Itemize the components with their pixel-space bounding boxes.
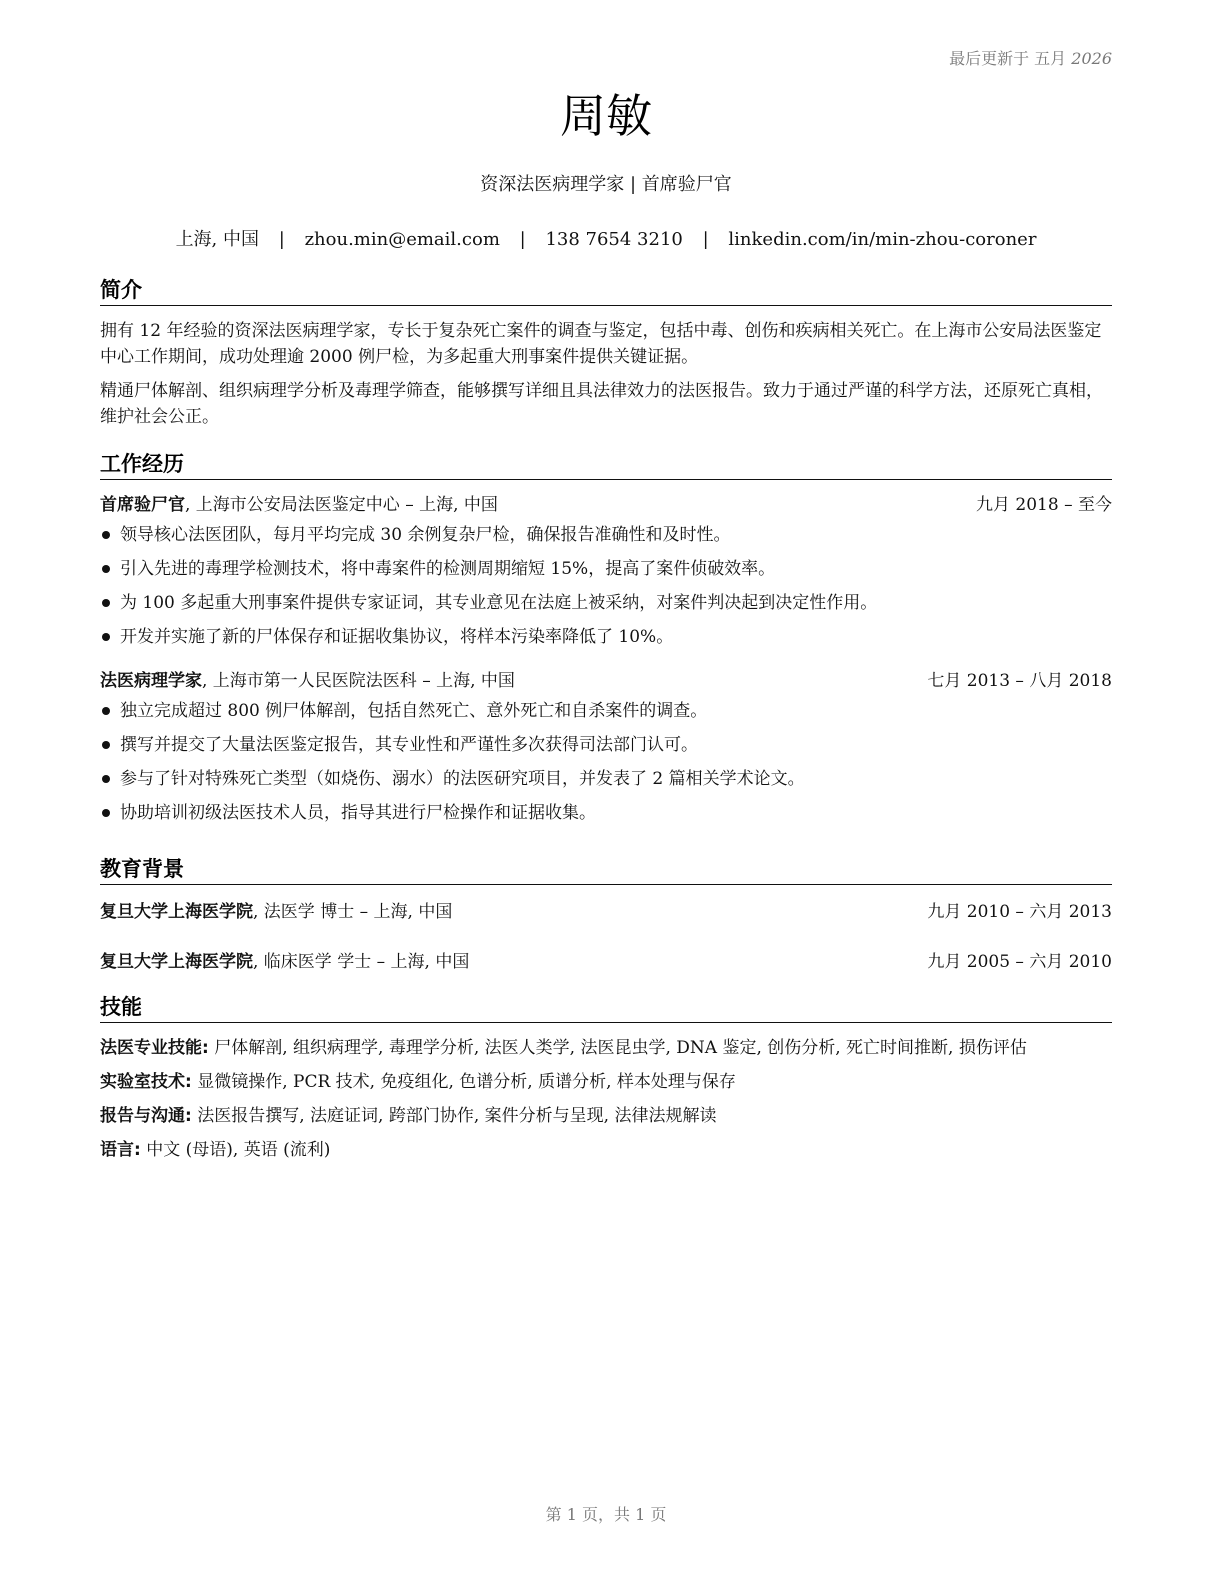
education-title-line	[100, 949, 469, 975]
bullet-text: 开发并实施了新的尸体保存和证据收集协议，将样本污染率降低了 10%。	[120, 627, 674, 647]
education-title-line	[100, 899, 452, 925]
last-updated-label: 最后更新于 五月	[949, 49, 1067, 68]
candidate-name: 周敏	[560, 89, 652, 143]
bullet-icon	[102, 741, 110, 749]
skill-value: 显微镜操作, PCR 技术, 免疫组化, 色谱分析, 质谱分析, 样本处理与保存	[191, 1072, 736, 1092]
skill-value: 尸体解剖, 组织病理学, 毒理学分析, 法医人类学, 法医昆虫学, DNA 鉴定, 创伤分析, 死亡时间推断, 损伤评估	[208, 1038, 1027, 1058]
list-item	[100, 694, 1112, 728]
last-updated-year: 2026	[1071, 49, 1112, 68]
contact-linkedin[interactable]: linkedin.com/in/min-zhou-coroner	[728, 229, 1037, 250]
job-bullets	[100, 518, 1112, 654]
education-school: 复旦大学上海医学院	[100, 902, 253, 922]
contact-phone: 138 7654 3210	[545, 229, 683, 250]
last-updated	[949, 46, 1112, 69]
skill-label: 语言:	[100, 1140, 141, 1160]
education-detail: , 临床医学 学士 – 上海, 中国	[253, 952, 470, 972]
bullet-text: 为 100 多起重大刑事案件提供专家证词，其专业意见在法庭上被采纳，对案件判决起到决定性作用。	[120, 593, 878, 613]
bullet-icon	[102, 809, 110, 817]
skill-line	[100, 1137, 1112, 1163]
bullet-icon	[102, 599, 110, 607]
job-bullets	[100, 694, 1112, 830]
job-org: , 上海市公安局法医鉴定中心 – 上海, 中国	[185, 495, 498, 515]
list-item	[100, 796, 1112, 830]
education-section	[100, 856, 1112, 975]
skill-label: 法医专业技能:	[100, 1038, 209, 1058]
education-entry	[100, 949, 1112, 975]
experience-section	[100, 451, 1112, 830]
job-title-line	[100, 668, 515, 694]
job-role: 法医病理学家	[100, 671, 202, 691]
experience-heading: 工作经历	[100, 451, 1112, 480]
skill-value: 中文 (母语), 英语 (流利)	[140, 1140, 331, 1160]
bullet-text: 撰写并提交了大量法医鉴定报告，其专业性和严谨性多次获得司法部门认可。	[120, 735, 698, 755]
contact-separator: |	[519, 229, 526, 250]
job-entry	[100, 668, 1112, 830]
contact-separator: |	[702, 229, 709, 250]
list-item	[100, 518, 1112, 552]
job-title-line	[100, 492, 498, 518]
bullet-icon	[102, 531, 110, 539]
job-header	[100, 492, 1112, 518]
summary-heading: 简介	[100, 277, 1112, 306]
candidate-title: 资深法医病理学家 | 首席验尸官	[480, 174, 732, 195]
contact-email[interactable]: zhou.min@email.com	[304, 229, 500, 250]
skills-heading: 技能	[100, 994, 1112, 1023]
education-dates: 九月 2010 – 六月 2013	[927, 902, 1112, 922]
list-item	[100, 762, 1112, 796]
bullet-text: 引入先进的毒理学检测技术，将中毒案件的检测周期缩短 15%，提高了案件侦破效率。	[120, 559, 776, 579]
education-heading: 教育背景	[100, 856, 1112, 885]
skill-label: 实验室技术:	[100, 1072, 192, 1092]
job-header	[100, 668, 1112, 694]
contact-location: 上海, 中国	[175, 229, 260, 250]
skill-line	[100, 1103, 1112, 1129]
education-entry	[100, 899, 1112, 925]
education-dates: 九月 2005 – 六月 2010	[927, 952, 1112, 972]
bullet-icon	[102, 707, 110, 715]
bullet-icon	[102, 633, 110, 641]
skills-section	[100, 994, 1112, 1163]
job-org: , 上海市第一人民医院法医科 – 上海, 中国	[202, 671, 515, 691]
skill-value: 法医报告撰写, 法庭证词, 跨部门协作, 案件分析与呈现, 法律法规解读	[191, 1106, 717, 1126]
education-school: 复旦大学上海医学院	[100, 952, 253, 972]
contact-line	[100, 225, 1112, 251]
bullet-icon	[102, 775, 110, 783]
job-dates: 七月 2013 – 八月 2018	[927, 671, 1112, 691]
page-number: 第 1 页，共 1 页	[545, 1505, 667, 1524]
job-role: 首席验尸官	[100, 495, 185, 515]
bullet-text: 领导核心法医团队，每月平均完成 30 余例复杂尸检，确保报告准确性和及时性。	[120, 525, 731, 545]
bullet-text: 独立完成超过 800 例尸体解剖，包括自然死亡、意外死亡和自杀案件的调查。	[120, 701, 708, 721]
list-item	[100, 552, 1112, 586]
list-item	[100, 728, 1112, 762]
skill-line	[100, 1035, 1112, 1061]
list-item	[100, 586, 1112, 620]
education-detail: , 法医学 博士 – 上海, 中国	[253, 902, 453, 922]
skill-line	[100, 1069, 1112, 1095]
summary-paragraph: 拥有 12 年经验的资深法医病理学家，专长于复杂死亡案件的调查与鉴定，包括中毒、创伤和疾病相关死亡。在上海市公安局法医鉴定中心工作期间，成功处理逾 2000 例尸检，为多起重大刑事案件提供关键证据。	[100, 321, 1102, 367]
job-entry	[100, 492, 1112, 654]
skill-label: 报告与沟通:	[100, 1106, 192, 1126]
bullet-icon	[102, 565, 110, 573]
resume-page	[100, 0, 1112, 1584]
job-dates: 九月 2018 – 至今	[976, 495, 1112, 515]
list-item	[100, 620, 1112, 654]
bullet-text: 协助培训初级法医技术人员，指导其进行尸检操作和证据收集。	[120, 803, 596, 823]
summary-paragraph: 精通尸体解剖、组织病理学分析及毒理学筛查，能够撰写详细且具法律效力的法医报告。致力于通过严谨的科学方法，还原死亡真相，维护社会公正。	[100, 381, 1103, 427]
contact-separator: |	[278, 229, 285, 250]
bullet-text: 参与了针对特殊死亡类型（如烧伤、溺水）的法医研究项目，并发表了 2 篇相关学术论文。	[120, 769, 805, 789]
summary-section	[100, 277, 1112, 430]
